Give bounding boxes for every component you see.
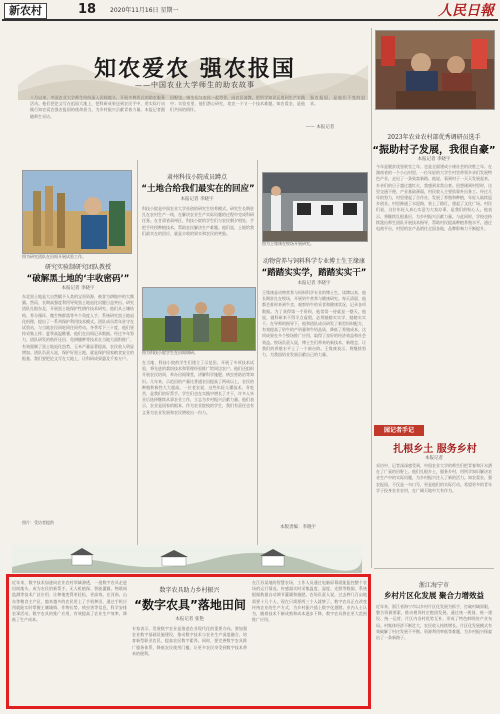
featured-kicker: 数字农具助力乡村振兴 <box>159 587 220 594</box>
story3-kicker: 动物营养与饲料科学专业博士生王缘康 <box>262 258 365 265</box>
farm-equipment-photo <box>22 170 132 254</box>
story5-kicker: 浙江海宁市 <box>418 582 449 589</box>
story2-footer-note: 图片：受访者提供 <box>22 520 54 525</box>
lead-subhead: ——中国农业大学师生的助农故事 <box>135 81 255 89</box>
story4-kicker: 2023年农业农村部优秀调研员选手 <box>387 134 481 141</box>
editor-label: 本版责编： <box>280 525 303 530</box>
story4-byline: 本报记者 李晓宇 <box>417 157 451 162</box>
story5-body: 近年来，浙江省海宁市以乡村片区化发展为抓手，打破村域界限，整合资源要素，推动相邻村庄抱团发展。通过统一规划、统一建设、统一运营，片区内各村优势互补，形成了特色鲜明的产业布局。村集体经济不断壮大，农民收入持续增长。片区化发展模式有效破解了村庄发展不平衡、资源利用率低等难题，为乡村振兴探索出了一条新路子。 <box>376 604 492 641</box>
story3-title: “踏踏实实学，踏踏实实干” <box>261 268 367 278</box>
lead-body-mid: 田野里，师生们与农民一起劳作，向农民请教，把所学知识运用到生产实践中；实验室里，他们潜心研究，攻克一个又一个技术难题。知农爱农，是他们共同的情怀。 <box>170 95 305 113</box>
reporter-notes-badge: 园记者手记 <box>374 425 424 436</box>
column-title: 扎根乡土 服务乡村 <box>393 444 477 455</box>
editor-credit <box>280 525 365 531</box>
lead-body-left: 十月以来，中国农业大学师生纷纷深入田间地头，开展多种形式的助农服务活动。他们把论文写在祖国大地上，把科研成果送到农民手中，用实际行动践行知农爱农强农报国的使命担当，为乡村振兴贡献青春力量。本报记者跟随师生采访。 <box>30 95 165 119</box>
story2-byline: 本报记者 李晓宇 <box>61 286 95 291</box>
header-rule <box>2 19 498 21</box>
story4-title: “振助村子发展，我很自豪” <box>372 145 496 156</box>
section-label: 新农村 <box>4 3 47 19</box>
right-column-divider <box>371 28 372 568</box>
right-column-rule <box>374 568 494 569</box>
story3-photo-caption: 图为王缘康在牧场开展研究。 <box>262 241 314 246</box>
masthead-logo: 人民日報 <box>438 3 494 19</box>
featured-body-right: 在江苏某地的智慧农场，工作人员通过电脑屏幕就能监控整个农场的运行情况。传感器实时采集温度、湿度、光照等数据，系统根据数据自动调节灌溉和施肥。农场负责人说，过去种几百亩地需要十几个人，现在只需要两三个人就够了。数字农具正在改变传统农业的生产方式，为乡村振兴插上数字化翅膀。业内人士认为，随着技术不断成熟和成本逐步下降，数字农具将在更大范围推广应用。 <box>252 580 367 623</box>
story1-byline: 本报记者 李晓宇 <box>180 197 214 202</box>
story1-photo-caption: 图为科技小院学生在田间调研。 <box>142 350 198 355</box>
lead-body-right: 强农报国，是他们不变的追求。 <box>310 95 365 107</box>
column-byline: 本报记者 <box>425 456 443 461</box>
story5-title: 乡村片区化发展 聚合力增效益 <box>383 591 485 600</box>
field-researchers-photo <box>142 287 256 351</box>
story2-body: 东北黑土地是大自然赋予人类的宝贵资源，被誉为耕地中的大熊猫。然而，长期高强度利用导致黑土地退化问题日益突出。研究团队扎根东北，开展黑土地保护性耕作技术研究。他们从土壤结构、养分循环、微生物群落等多个角度入手，系统研究黑土地退化机理，提出了一系列保护利用技术模式。团队成员常年驻守在试验站，与当地农民同吃同住同劳动。冬季零下三十度，他们坚持采集土样；夏季高温酷暑，他们在田间记录数据。经过多年努力，团队研发的秸秆还田、免耕播种等技术在当地大面积推广，有效遏制了黑土地退化趋势，玉米产量显著提高，农民收入明显增加。团队负责人说，保护好黑土地，就是保护国家粮食安全的根基，我们要把论文写在大地上，让科研成果惠及千家万户。 <box>22 294 134 362</box>
editor-name: 李晓宇 <box>302 525 316 530</box>
column-body: 采访中，记者深深感受到，中国农业大学的师生们把青春和汗水洒在了广袤的田野上。他们扎根乡土，服务乡村，用所学知识解决农业生产中的实际问题，为乡村振兴注入了新的活力。知农爱农、强农报国，不仅是一句口号，更是他们的实际行动。希望更多的青年学子投身农业农村，在广阔天地中大有作为。 <box>376 463 492 493</box>
dairy-barn-photo <box>262 172 368 242</box>
story1-body-top: 科技小院是中国农业大学首创的研究生培养模式。研究生长期驻扎在农村生产一线，在解决农业生产实际问题的过程中完成科研任务。在甘肃省肃州区，科技小院的学生们与农民朝夕相处，手把手传授种植技术，帮助农民解决生产难题。他们说，土地给我们最实在的回应，就是丰收的果实和农民的笑脸。 <box>142 206 254 236</box>
dateline: 2020年11月16日 星期一 <box>110 7 179 14</box>
featured-title: “数字农具”落地田间 <box>134 598 246 612</box>
story3-body: 王缘康是动物营养与饲料科学专业的博士生。读博以来，他长期驻扎在牧场，开展奶牛营养与健康研究。每天清晨，他都会准时来到牛舍，观察奶牛的采食和健康状况，记录各项数据。为了获得第一手资料，他常常一待就是一整天。他说，做科研来不得半点虚假，必须踏踏实实学，踏踏实实干。在导师的指导下，他和团队成员研发了新型饲料配方，有效提高了奶牛的产奶量和牛奶品质，降低了养殖成本。这项成果在多个牧场推广应用，取得了良好的经济效益和社会效益。牧场负责人说，博士生们带来的新技术、新理念，让我们的养殖水平上了一个新台阶。王缘康表示，将继续努力，为我国奶业发展贡献自己的力量。 <box>262 290 366 358</box>
story3-byline: 本报记者 李晓宇 <box>297 281 331 286</box>
story2-kicker: 研究实验制研究团队教授 <box>44 264 111 271</box>
elderly-villagers-photo <box>375 30 495 110</box>
featured-body-left: 近年来，数字技术加速向农业农村领域渗透，一批数字农具走进田间地头，成为农民的新帮手。无人机植保、智能灌溉、物联网监测等技术广泛应用，让种地变得更轻松、更高效。在河南、山东等粮食主产区，越来越多的农民用上了手机种田，通过手机应用就能实时掌握土壤墒情、作物长势、病虫害等信息，科学安排农事活动。数字农具的推广应用，有效提高了农业生产效率，降低了生产成本。 <box>12 580 127 623</box>
story1-kicker: 肃州科技小院成员蹲点 <box>166 174 227 181</box>
story2-photo-caption: 图为研究团队在田间开展试验工作。 <box>22 254 86 259</box>
page-number: 18 <box>78 2 97 17</box>
lead-headline: 知农爱农 强农报国 <box>94 57 296 82</box>
story2-title: “破解黑土地的‘丰收密码’” <box>26 274 130 284</box>
story1-body-bottom: 在当地，科技小院的学生们建立了示范田，开展了多项技术试验，将先进的栽培技术和管理经验推广给周边农户。他们还组织开展农民培训，举办田间课堂，讲解科学施肥、病虫害防治等知识。几年来，示范田的产量比普通农田提高了两成以上，农民的种植积极性大大提高。一位老农说，这些年轻人懂技术、肯吃苦，是我们的好帮手。学生们也在实践中增长了才干，许多人毕业后选择继续从事农业工作，立志为乡村振兴贡献力量。他们表示，农业是国家的根本，作为农业院校的学生，我们有责任也有义务为农业发展和农民增收出一份力。 <box>142 360 254 415</box>
middle-column-divider <box>257 160 258 545</box>
lead-author: —— 本报记者 <box>305 125 335 130</box>
left-column-divider <box>137 160 138 545</box>
story1-title: “土地合给我们最实在的回应” <box>141 184 255 194</box>
village-scenery-decoration <box>12 545 362 573</box>
featured-body-mid: 专家表示，发展数字农业是推进农业现代化的重要方向。要加强农业数字基础设施建设，推动数字技术与农业生产深度融合，培育新型职业农民，提高农民数字素养。同时，要完善数字农具推广服务体系，降低农民使用门槛，让更多农民享受到数字技术带来的便利。 <box>132 626 247 656</box>
story4-body: 今年是脱贫攻坚收官之年，也是全面建成小康社会的决胜之年。在湖南省的一个小山村里，一位年轻的大学生村官带领乡亲们发展特色产业，走出了一条致富新路。他说，看到村子一天天发展起来，乡亲们的日子越过越红火，我感到非常自豪。回想刚到村里时，这里交通不便，产业基础薄弱，村民收入主要依靠外出务工。经过几年的努力，村里建起了合作社，发展了养殖和种植，年轻人陆续返乡创业。村里修通了水泥路，装上了路灯，建起了文化广场。村民们说，这位年轻人真心实意为大家办事，是我们的贴心人。他表示，将继续扎根基层，为乡村振兴贡献力量。与此同时，学校也持续派出师生团队开展技术指导，帮助村民提高种植养殖水平。通过电商平台，村里的农产品销往全国各地，品牌影响力不断提升。 <box>376 164 492 232</box>
featured-byline: 本报记者 张艳 <box>175 617 204 622</box>
